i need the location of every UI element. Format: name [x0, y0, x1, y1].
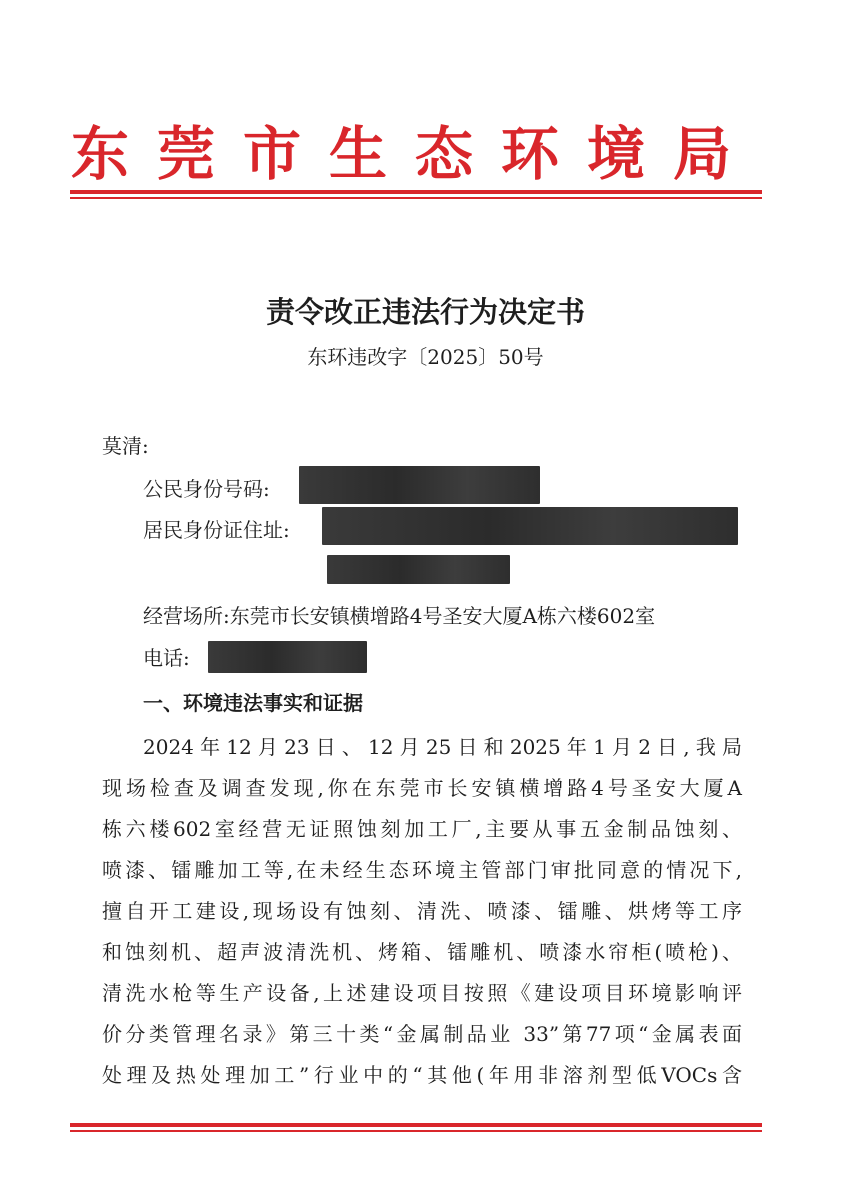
paragraph-line: 价分类管理名录》第三十类“金属制品业 33”第77项“金属表面	[102, 1022, 742, 1046]
document-number: 东环违改字〔2025〕50号	[307, 345, 544, 369]
issuing-authority-header: 东莞市生态环境局	[70, 120, 759, 188]
header-red-rule	[70, 190, 762, 194]
header-red-rule-thin	[70, 197, 762, 199]
paragraph-line: 和蚀刻机、超声波清洗机、烤箱、镭雕机、喷漆水帘柜(喷枪)、	[102, 940, 742, 964]
paragraph-line: 处理及热处理加工”行业中的“其他(年用非溶剂型低VOCs含	[102, 1063, 742, 1087]
paragraph-line: 现场检查及调查发现,你在东莞市长安镇横增路4号圣安大厦A	[102, 776, 742, 800]
phone-label: 电话:	[143, 646, 190, 670]
paragraph-line: 清洗水枪等生产设备,上述建设项目按照《建设项目环境影响评	[102, 981, 742, 1005]
paragraph-line: 栋六楼602室经营无证照蚀刻加工厂,主要从事五金制品蚀刻、	[102, 817, 742, 841]
id-address-redaction-line2	[327, 555, 510, 584]
id-number-redaction	[299, 466, 540, 504]
business-place: 经营场所:东莞市长安镇横增路4号圣安大厦A栋六楼602室	[143, 604, 656, 628]
phone-redaction	[208, 641, 367, 673]
footer-red-rule	[70, 1123, 762, 1127]
id-address-redaction	[322, 507, 738, 545]
footer-red-rule-thin	[70, 1130, 762, 1132]
paragraph-line: 2024年12月23日、12月25日和2025年1月2日,我局	[143, 735, 742, 759]
document-title: 责令改正违法行为决定书	[265, 295, 585, 329]
paragraph-line: 擅自开工建设,现场设有蚀刻、清洗、喷漆、镭雕、烘烤等工序	[102, 899, 742, 923]
section-heading: 一、环境违法事实和证据	[143, 691, 363, 715]
id-number-label: 公民身份号码:	[143, 477, 270, 501]
id-address-label: 居民身份证住址:	[143, 518, 290, 542]
paragraph-line: 喷漆、镭雕加工等,在未经生态环境主管部门审批同意的情况下,	[102, 858, 742, 882]
addressee-name: 莫清:	[102, 434, 149, 458]
